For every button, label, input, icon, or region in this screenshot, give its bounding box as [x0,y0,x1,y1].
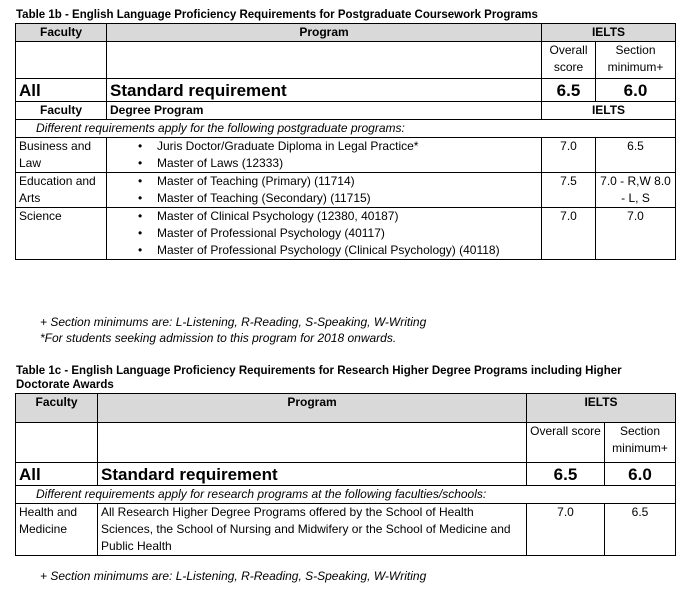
list-item: • Master of Clinical Psychology (12380, 40187) [138,208,538,225]
overall-score-header: Overall score [542,42,596,79]
section-cell: 6.5 [605,504,676,556]
faculty-subheader: Faculty [16,102,107,120]
overall-cell: 7.5 [542,173,596,208]
section-cell: 6.5 [596,138,676,173]
section-minimum-header: Section minimum+ [596,42,676,79]
table-1b-title: Table 1b - English Language Proficiency Requirements for Postgraduate Coursework Programs [16,9,538,21]
standard-section: 6.0 [605,463,676,486]
faculty-header: Faculty [16,394,98,423]
admission-note: *For students seeking admission to this program for 2018 onwards. [40,331,397,345]
table-row [16,504,676,556]
standard-section: 6.0 [596,79,676,102]
overall-score-header: Overall score [527,423,605,463]
ielts-header: IELTS [542,24,676,42]
table-1b [15,23,676,260]
overall-cell: 7.0 [542,208,596,260]
section-cell: 7.0 [596,208,676,260]
faculty-header: Faculty [16,24,107,42]
list-item: • Master of Professional Psychology (Clinical Psychology) (40118) [138,242,538,259]
standard-overall: 6.5 [542,79,596,102]
overall-cell: 7.0 [542,138,596,173]
table-1c-title: Table 1c - English Language Proficiency Requirements for Research Higher Degree Programs including Higher Doctorate Awards [16,365,622,391]
list-item: • Master of Teaching (Secondary) (11715) [138,190,538,207]
section-minimums-note: + Section minimums are: L-Listening, R-Reading, S-Speaking, W-Writing [40,315,427,329]
list-item: • Master of Professional Psychology (40117) [138,225,538,242]
program-header: Program [98,394,527,423]
ielts-header: IELTS [527,394,676,423]
standard-overall: 6.5 [527,463,605,486]
faculty-cell: Business and Law [16,138,107,173]
program-header: Program [107,24,542,42]
table-row [16,138,676,173]
list-item: • Master of Teaching (Primary) (11714) [138,173,538,190]
program-cell: All Research Higher Degree Programs offered by the School of Health Sciences, the School of Nursing and Midwifery or the School of Medicine and Public Health [98,504,527,556]
section-minimum-header: Section minimum+ [605,423,676,463]
standard-label: All [16,79,107,102]
faculty-cell: Health and Medicine [16,504,98,556]
standard-label: All [16,463,98,486]
standard-program: Standard requirement [98,463,527,486]
list-item: • Master of Laws (12333) [138,155,538,172]
degree-program-subheader: Degree Program [107,102,542,120]
faculty-cell: Science [16,208,107,260]
ielts-subheader: IELTS [542,102,676,120]
section-cell: 7.0 - R,W 8.0 - L, S [596,173,676,208]
table-row [16,208,676,260]
standard-program: Standard requirement [107,79,542,102]
list-item: • Juris Doctor/Graduate Diploma in Legal Practice* [138,138,538,155]
different-requirements-note: Different requirements apply for the following postgraduate programs: [16,120,676,138]
overall-cell: 7.0 [527,504,605,556]
table-row [16,173,676,208]
different-requirements-note: Different requirements apply for research programs at the following faculties/schools: [16,486,676,504]
section-minimums-note: + Section minimums are: L-Listening, R-Reading, S-Speaking, W-Writing [40,569,427,583]
table-1c [15,393,676,556]
faculty-cell: Education and Arts [16,173,107,208]
